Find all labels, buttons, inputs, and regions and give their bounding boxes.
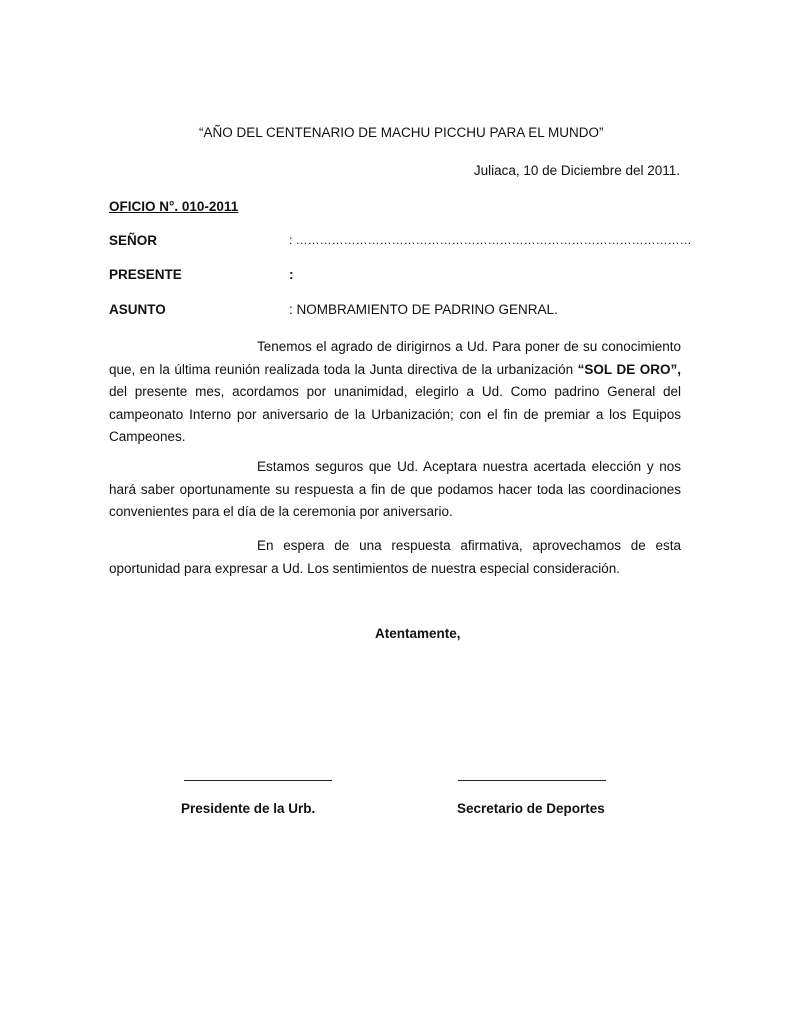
right-signature-title: Secretario de Deportes	[457, 801, 605, 816]
body-paragraph-2: Estamos seguros que Ud. Aceptara nuestra acertada elección y nos hará saber oportunamente su respuesta a fin de que podamos hacer toda las coordinaciones convenientes para el día de la ceremonia por aniversario.	[109, 459, 681, 519]
asunto-label: ASUNTO	[109, 302, 166, 317]
p1-text-b: del presente mes, acordamos por unanimidad, elegirlo a Ud. Como padrino General del campeonato Interno por aniversario de la Urbanización; con el fin de premiar a los Equipos Campeones.	[109, 384, 681, 444]
body-paragraph-3: En espera de una respuesta afirmativa, aprovechamos de esta oportunidad para expresar a Ud. Los sentimientos de nuestra especial consideración.	[109, 538, 681, 576]
right-signature-line	[458, 780, 606, 781]
presente-value: :	[289, 267, 294, 282]
senor-label: SEÑOR	[109, 233, 158, 248]
p1-text-a: Tenemos el agrado de dirigirnos a Ud. Para poner de su conocimiento que, en la última reunión realizada toda la Junta directiva de la urbanización	[109, 339, 681, 377]
asunto-value: : NOMBRAMIENTO DE PADRINO GENRAL.	[289, 302, 558, 317]
body-paragraph-1	[109, 336, 681, 449]
motto-header: “AÑO DEL CENTENARIO DE MACHU PICCHU PARA EL MUNDO”	[199, 125, 604, 140]
place-date: Juliaca, 10 de Diciembre del 2011.	[473, 163, 680, 178]
p1-highlight: “SOL DE ORO”,	[577, 361, 681, 377]
presente-label: PRESENTE	[109, 267, 182, 282]
left-signature-title: Presidente de la Urb.	[181, 801, 316, 816]
oficio-number: OFICIO N°. 010-2011	[109, 199, 239, 214]
left-signature-line	[184, 780, 332, 781]
closing-salutation: Atentamente,	[375, 626, 461, 641]
senor-value: : ………………………………………………………………………………………	[289, 233, 692, 247]
